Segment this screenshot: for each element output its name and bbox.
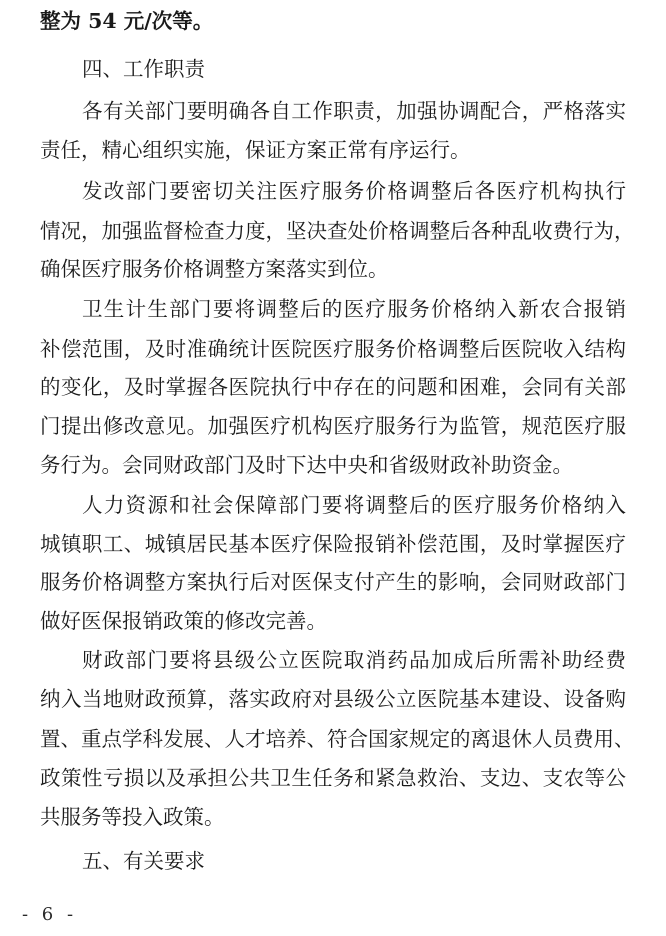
continuation-line: 整为 54 元/次等。 bbox=[40, 9, 214, 33]
paragraph-5-line-4: 政策性亏损以及承担公共卫生任务和紧急救治、支边、支农等公 bbox=[40, 766, 626, 790]
paragraph-5-line-2: 纳入当地财政预算，落实政府对县级公立医院基本建设、设备购 bbox=[40, 687, 626, 711]
paragraph-4-line-2: 城镇职工、城镇居民基本医疗保险报销补偿范围，及时掌握医疗 bbox=[40, 532, 626, 556]
section-5-heading: 五、有关要求 bbox=[82, 849, 205, 873]
page-number: - 6 - bbox=[22, 904, 78, 925]
paragraph-4-line-4: 做好医保报销政策的修改完善。 bbox=[40, 609, 327, 633]
section-4-heading: 四、工作职责 bbox=[82, 57, 205, 81]
paragraph-1-line-2: 责任，精心组织实施，保证方案正常有序运行。 bbox=[40, 138, 471, 162]
paragraph-3-line-2: 补偿范围，及时准确统计医院医疗服务价格调整后医院收入结构 bbox=[40, 337, 626, 361]
paragraph-2-line-3: 确保医疗服务价格调整方案落实到位。 bbox=[40, 257, 389, 281]
paragraph-4-line-1: 人力资源和社会保障部门要将调整后的医疗服务价格纳入 bbox=[82, 493, 626, 517]
paragraph-5-line-1: 财政部门要将县级公立医院取消药品加成后所需补助经费 bbox=[82, 648, 626, 672]
paragraph-3-line-1: 卫生计生部门要将调整后的医疗服务价格纳入新农合报销 bbox=[82, 297, 626, 321]
paragraph-2-line-2: 情况，加强监督检查力度，坚决查处价格调整后各种乱收费行为， bbox=[40, 219, 635, 243]
paragraph-1-line-1: 各有关部门要明确各自工作职责，加强协调配合，严格落实 bbox=[82, 99, 626, 123]
paragraph-4-line-3: 服务价格调整方案执行后对医保支付产生的影响，会同财政部门 bbox=[40, 570, 626, 594]
paragraph-5-line-5: 共服务等投入政策。 bbox=[40, 805, 225, 829]
paragraph-3-line-4: 门提出修改意见。加强医疗机构医疗服务行为监管，规范医疗服 bbox=[40, 414, 626, 438]
paragraph-3-line-5: 务行为。会同财政部门及时下达中央和省级财政补助资金。 bbox=[40, 453, 573, 477]
paragraph-3-line-3: 的变化，及时掌握各医院执行中存在的问题和困难，会同有关部 bbox=[40, 375, 626, 399]
paragraph-5-line-3: 置、重点学科发展、人才培养、符合国家规定的离退休人员费用、 bbox=[40, 727, 635, 751]
paragraph-2-line-1: 发改部门要密切关注医疗服务价格调整后各医疗机构执行 bbox=[82, 179, 626, 203]
